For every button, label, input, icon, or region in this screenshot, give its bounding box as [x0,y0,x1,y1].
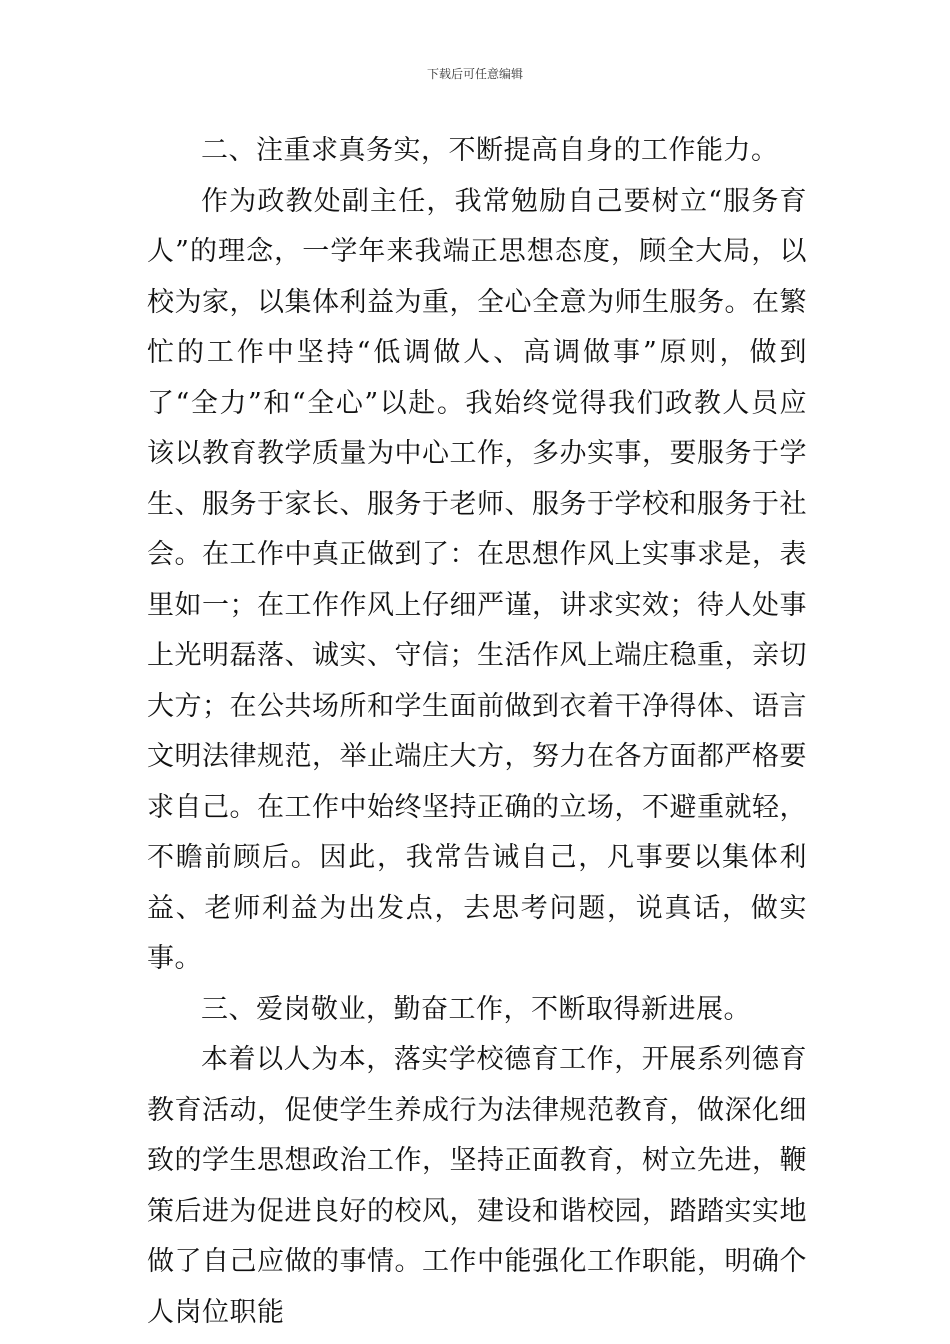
document-body [147,126,807,1338]
section-heading-3: 三、爱岗敬业，勤奋工作，不断取得新进展。 [201,993,751,1025]
section-heading-2: 二、注重求真务实，不断提高自身的工作能力。 [201,135,779,166]
paragraph: 本着以人为本，落实学校德育工作，开展系列德育教育活动，促使学生养成行为法律规范教育，做深化细致的学生思想政治工作，坚持正面教育，树立先进，鞭策后进为促进良好的校风，建设和谐校园，踏踏实实地做了自己应做的事情。工作中能强化工作职能，明确个人岗位职能 [147,1044,807,1328]
paragraph: 作为政教处副主任，我常勉励自己要树立“服务育人”的理念，一学年来我端正思想态度，顾全大局，以校为家，以集体利益为重，全心全意为师生服务。在繁忙的工作中坚持“低调做人、高调做事”原则，做到了“全力”和“全心”以赴。我始终觉得我们政教人员应该以教育教学质量为中心工作，多办实事，要服务于学生、服务于家长、服务于老师、服务于学校和服务于社会。在工作中真正做到了：在思想作风上实事求是，表里如一；在工作作风上仔细严谨，讲求实效；待人处事上光明磊落、诚实、守信；生活作风上端庄稳重，亲切大方；在公共场所和学生面前做到衣着干净得体、语言文明法律规范，举止端庄大方，努力在各方面都严格要求自己。在工作中始终坚持正确的立场，不避重就轻，不瞻前顾后。因此，我常告诫自己，凡事要以集体利益、老师利益为出发点，去思考问题，说真话，做实事。 [147,185,807,974]
header-note: 下载后可任意编辑 [426,67,523,81]
